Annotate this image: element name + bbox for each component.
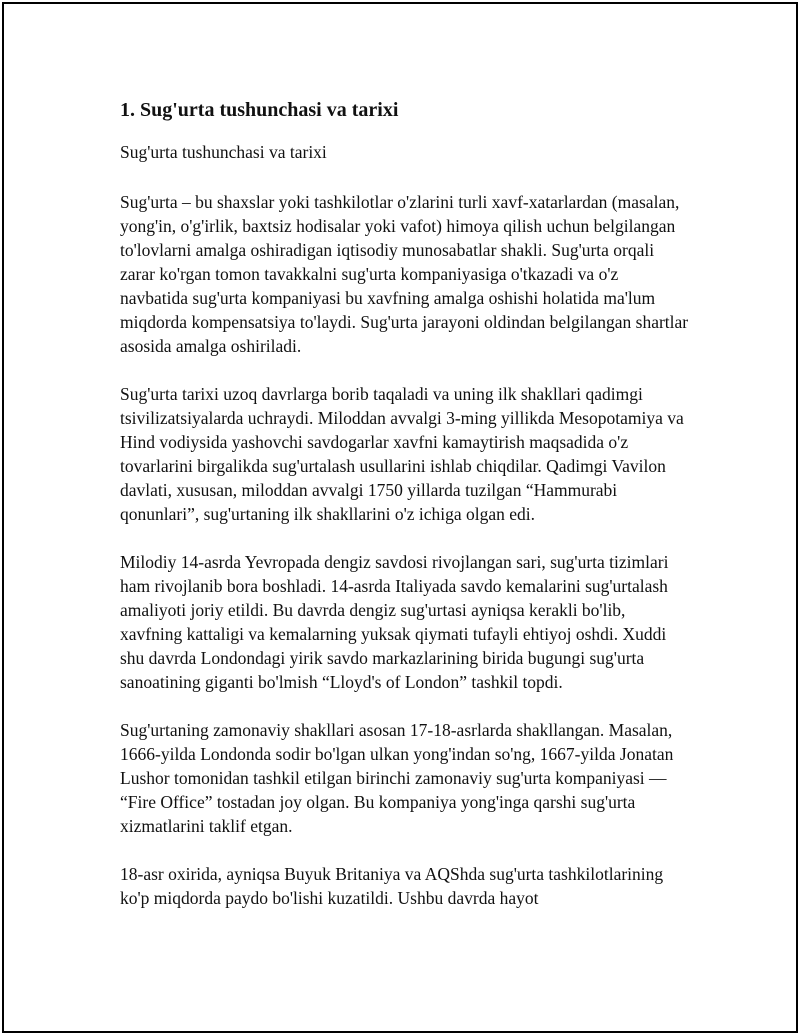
- section-subtitle: Sug'urta tushunchasi va tarixi: [120, 142, 327, 162]
- document-page: [2, 2, 798, 1033]
- paragraph-medieval-history: Milodiy 14-asrda Yevropada dengiz savdosi rivojlangan sari, sug'urta tizimlari ham rivojlanib bora boshladi. 14-asrda Italiyada savdo kemalarini sug'urtalash amaliyoti joriy etildi. Bu davrda dengiz sug'urtasi ayniqsa kerakli bo'lib, xavfning kattaligi va kemalarning yuksak qiymati tufayli ehtiyoj oshdi. Xuddi shu davrda Londondagi yirik savdo markazlarining birida bugungi sug'urta sanoatining giganti bo'lmish “Lloyd's of London” tashkil topdi.: [120, 552, 669, 692]
- section-heading: 1. Sug'urta tushunchasi va tarixi: [120, 99, 399, 121]
- paragraph-18th-century: 18-asr oxirida, ayniqsa Buyuk Britaniya va AQShda sug'urta tashkilotlarining ko'p miqdorda paydo bo'lishi kuzatildi. Ushbu davrda hayot: [120, 864, 664, 908]
- paragraph-ancient-history: Sug'urta tarixi uzoq davrlarga borib taqaladi va uning ilk shakllari qadimgi tsivilizatsiyalarda uchraydi. Miloddan avvalgi 3-ming yillikda Mesopotamiya va Hind vodiysida yashovchi savdogarlar xavfni kamaytirish maqsadida o'z tovarlarini birgalikda sug'urtalash usullarini ishlab chiqdilar. Qadimgi Vavilon davlati, xususan, miloddan avvalgi 1750 yillarda tuzilgan “Hammurabi qonunlari”, sug'urtaning ilk shakllarini o'z ichiga olgan edi.: [120, 384, 684, 524]
- paragraph-definition: Sug'urta – bu shaxslar yoki tashkilotlar o'zlarini turli xavf-xatarlardan (masalan, yong'in, o'g'irlik, baxtsiz hodisalar yoki vafot) himoya qilish uchun belgilangan to'lovlarni amalga oshiradigan iqtisodiy munosabatlar shakli. Sug'urta orqali zarar ko'rgan tomon tavakkalni sug'urta kompaniyasiga o'tkazadi va o'z navbatida sug'urta kompaniyasi bu xavfning amalga oshishi holatida ma'lum miqdorda kompensatsiya to'laydi. Sug'urta jarayoni oldindan belgilangan shartlar asosida amalga oshiriladi.: [120, 192, 689, 356]
- document-body: [120, 96, 690, 910]
- paragraph-modern-forms: Sug'urtaning zamonaviy shakllari asosan 17-18-asrlarda shakllangan. Masalan, 1666-yilda Londonda sodir bo'lgan ulkan yong'indan so'ng, 1667-yilda Jonatan Lushor tomonidan tashkil etilgan birinchi zamonaviy sug'urta kompaniyasi — “Fire Office” tostadan joy olgan. Bu kompaniya yong'inga qarshi sug'urta xizmatlarini taklif etgan.: [120, 720, 674, 836]
